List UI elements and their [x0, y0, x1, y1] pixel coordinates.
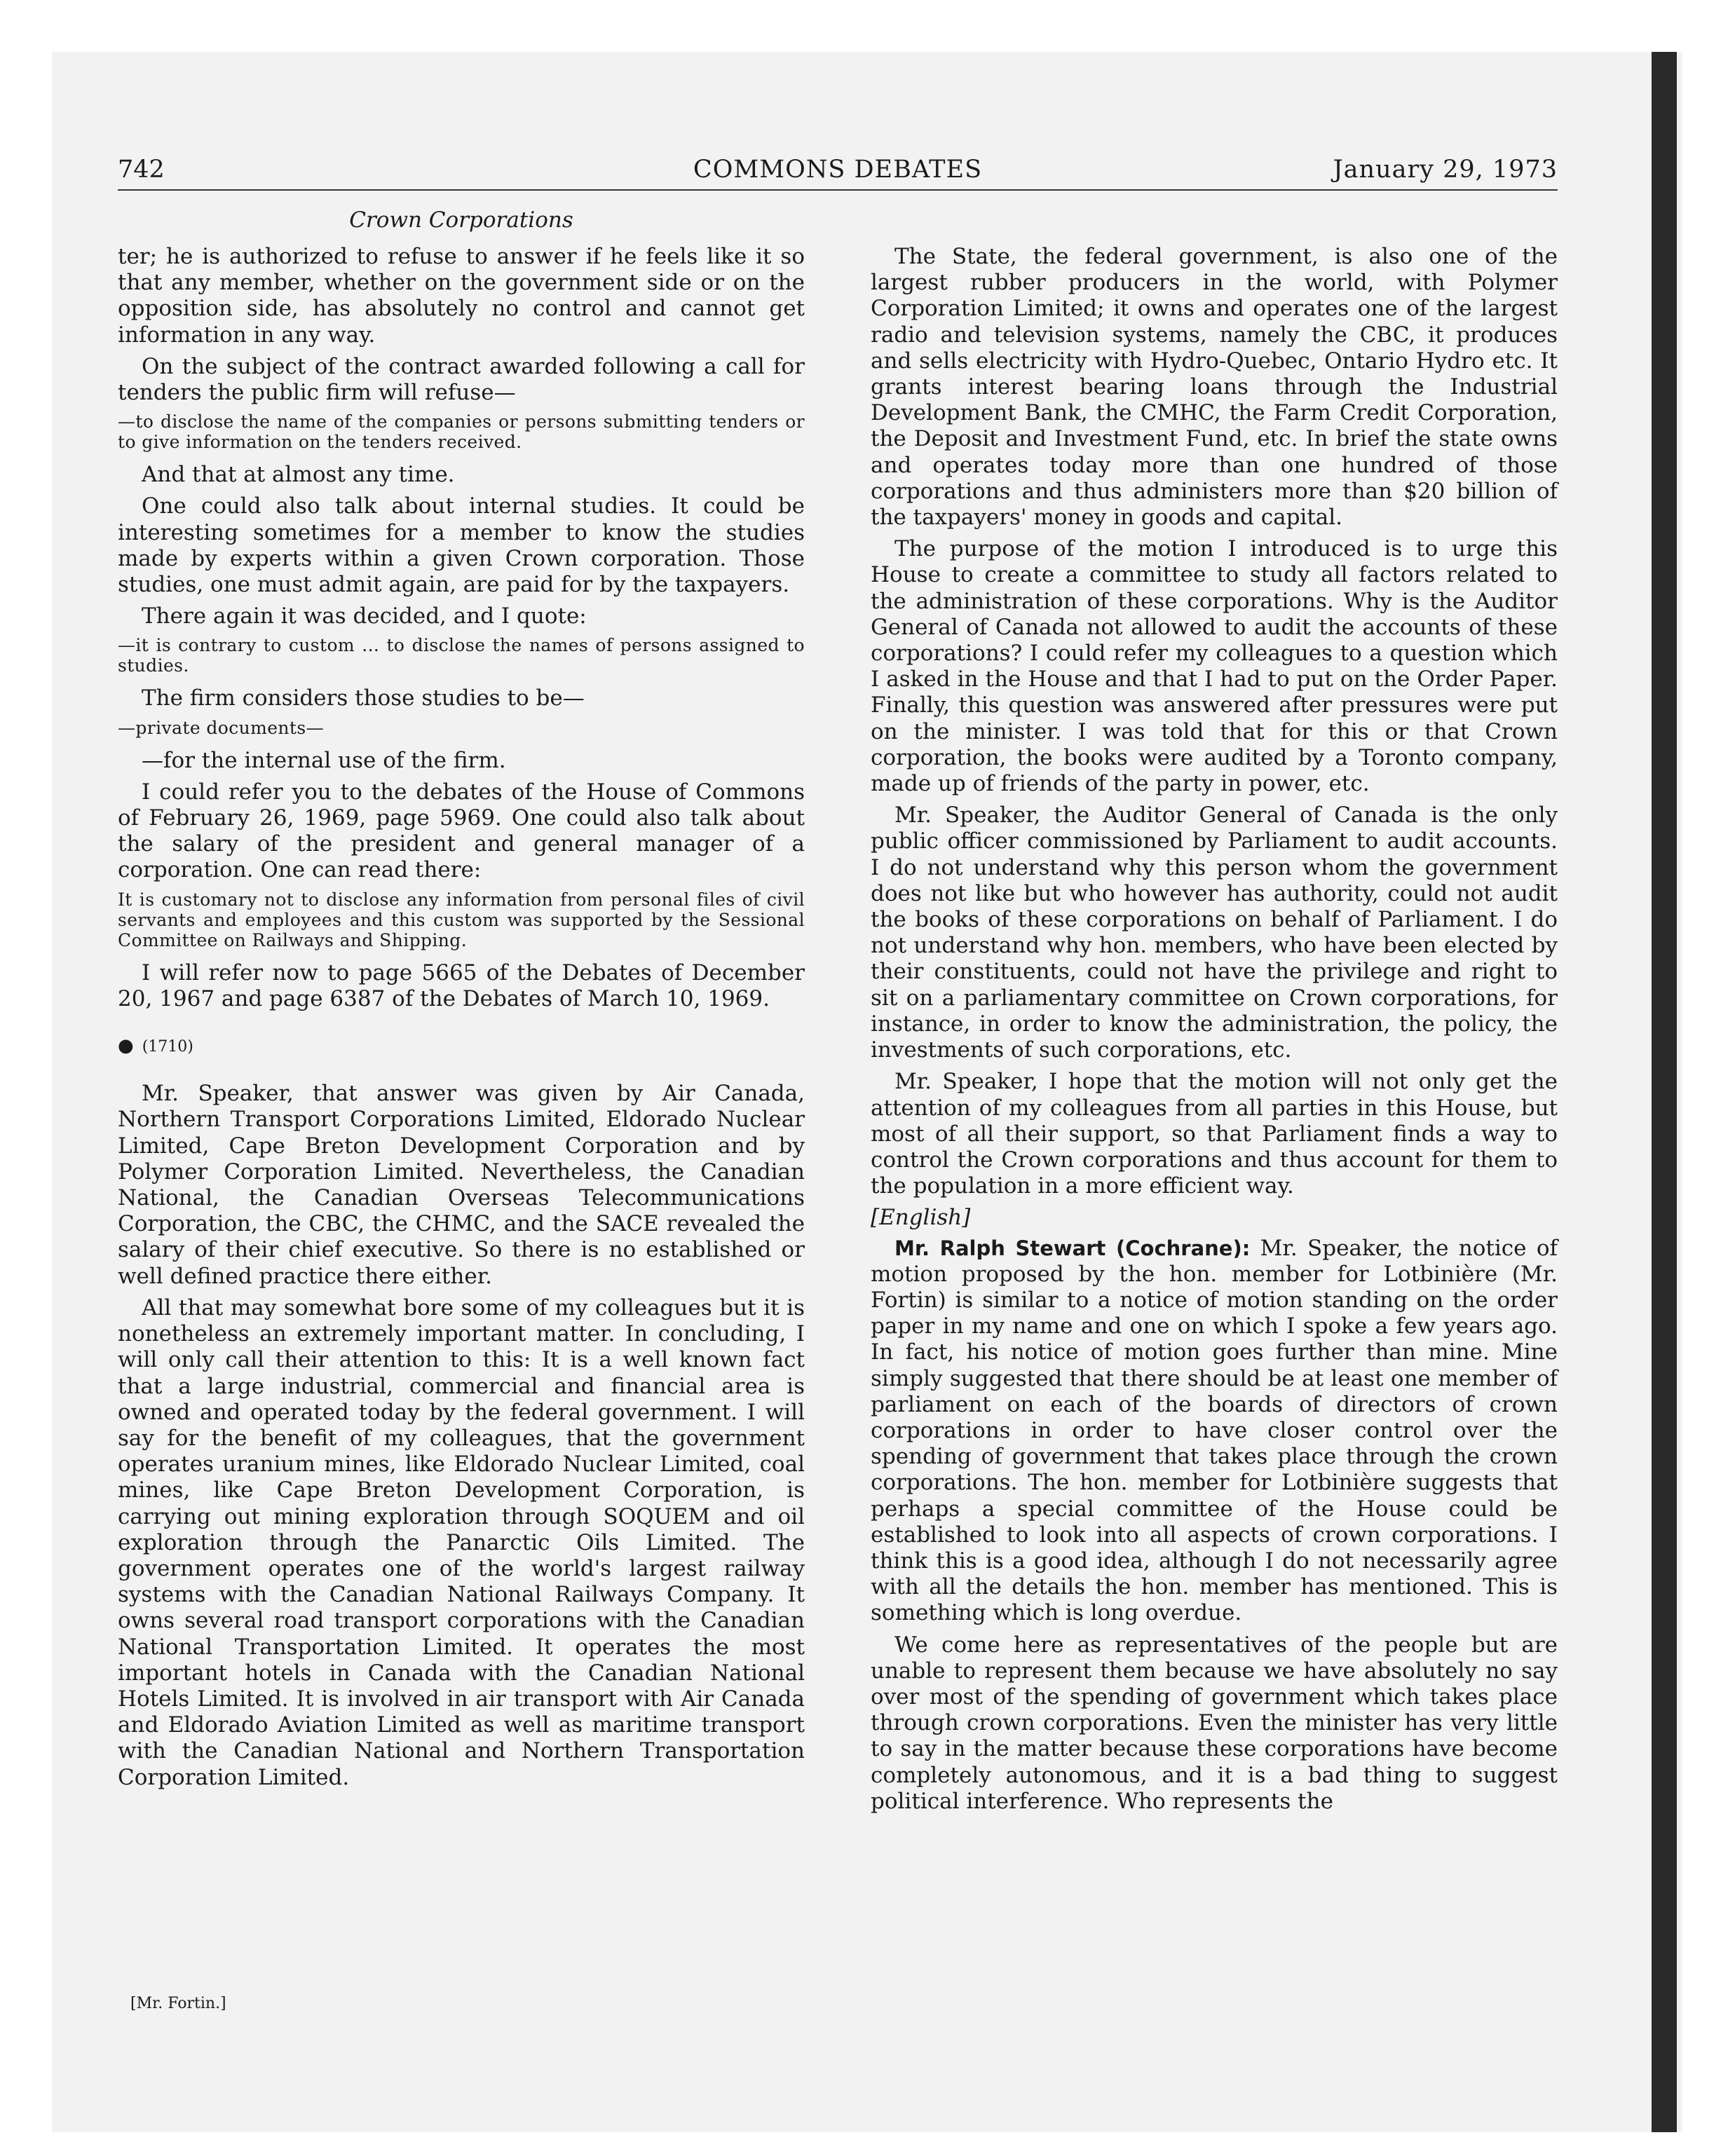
paragraph: We come here as representatives of the people but are unable to represent them because we have absolutely no say over most of the spending of government which takes place through crown corporations. Even the minister has very little to say in the matter because these corporations have become completely autonomous, and it is a bad thing to suggest political interference. Who represents the [871, 1632, 1558, 1814]
page-header [118, 156, 1558, 191]
paragraph: There again it was decided, and I quote: [142, 603, 587, 629]
time-marker [118, 1033, 805, 1060]
right-column [871, 244, 1558, 1820]
page-number: 742 [118, 156, 165, 184]
scan-edge-shadow [1652, 52, 1677, 2132]
left-column [118, 244, 805, 1796]
speaker-footer-note: [Mr. Fortin.] [130, 1995, 226, 2012]
speaker-name: Mr. Ralph Stewart (Cochrane): [894, 1236, 1251, 1260]
paragraph: Mr. Speaker, that answer was given by Air Canada, Northern Transport Corporations Limited, Eldorado Nuclear Limited, Cape Breton Development Corporation and by Polymer Corporation Limited. Nevertheless, the Canadian National, the Canadian Overseas Telecommunications Corporation, the CBC, the CHMC, and the SACE revealed the salary of their chief executive. So there is no established or well defined practice there either. [118, 1081, 805, 1289]
speaker-paragraph [871, 1236, 1558, 1627]
paragraph: Mr. Speaker, I hope that the motion will not only get the attention of my colleagues from all parties in this House, but most of all their support, so that Parliament finds a way to control the Crown corporations and thus account for them to the population in a more efficient way. [871, 1069, 1558, 1199]
paragraph: I will refer now to page 5665 of the Debates of December 20, 1967 and page 6387 of the Debates of March 10, 1969. [118, 960, 805, 1011]
publication-title: COMMONS DEBATES [693, 156, 983, 184]
paragraph: And that at almost any time. [142, 462, 455, 488]
time-marker-text: (1710) [142, 1038, 193, 1056]
paragraph: All that may somewhat bore some of my colleagues but it is nonetheless an extremely important matter. In concluding, I will only call their attention to this: It is a well known fact that a large industrial, commercial and financial area is owned and operated today by the federal government. I will say for the benefit of my colleagues, that the government operates uranium mines, like Eldorado Nuclear Limited, coal mines, like Cape Breton Development Corporation, is carrying out mining exploration through SOQUEM and oil exploration through the Panarctic Oils Limited. The government operates one of the world's largest railway systems with the Canadian National Railways Company. It owns several road transport corporations with the Canadian National Transportation Limited. It operates the most important hotels in Canada with the Canadian National Hotels Limited. It is involved in air transport with Air Canada and Eldorado Aviation Limited as well as maritime transport with the Canadian National and Northern Transportation Corporation Limited. [118, 1295, 805, 1790]
block-quote: —to disclose the name of the companies or persons submitting tenders or to give information on the tenders received. [118, 411, 805, 453]
block-quote: —private documents— [118, 717, 325, 738]
paragraph: I could refer you to the debates of the House of Commons of February 26, 1969, page 5969. One could also talk about the salary of the president and general manager of a corporation. One can read there: [118, 779, 805, 883]
paragraph: ter; he is authorized to refuse to answer if he feels like it so that any member, whether on the government side or on the opposition side, has absolutely no control and cannot get information in any way. [118, 244, 805, 348]
paragraph: —for the internal use of the firm. [142, 747, 506, 773]
language-tag: [English] [871, 1205, 971, 1231]
paragraph: Mr. Speaker, the Auditor General of Canada is the only public officer commissioned by Parliament to audit accounts. I do not understand why this person whom the government does not like but who however has authority, could not audit the books of these corporations on behalf of Parliament. I do not understand why hon. members, who have been elected by their constituents, could not have the privilege and right to sit on a parliamentary committee on Crown corporations, for instance, in order to know the administration, the policy, the investments of such corporations, etc. [871, 803, 1558, 1063]
speaker-text: Mr. Speaker, the notice of motion proposed by the hon. member for Lotbinière (Mr. Fortin) is similar to a notice of motion standing on the order paper in my name and one on which I spoke a few years ago. In fact, his notice of motion goes further than mine. Mine simply suggested that there should be at least one member of parliament on each of the boards of directors of crown corporations in order to have closer control over the spending of government that takes place through the crown corporations. The hon. member for Lotbinière suggests that perhaps a special committee of the House could be established to look into all aspects of crown corporations. I think this is a good idea, although I do not necessarily agree with all the details the hon. member has mentioned. This is something which is long overdue. [871, 1235, 1558, 1626]
paragraph: One could also talk about internal studies. It could be interesting sometimes for a member to know the studies made by experts within a given Crown corporation. Those studies, one must admit again, are paid for by the taxpayers. [118, 493, 805, 598]
section-title: Crown Corporations [349, 207, 573, 233]
paragraph: The State, the federal government, is also one of the largest rubber producers in the world, with Polymer Corporation Limited; it owns and operates one of the largest radio and television systems, namely the CBC, it produces and sells electricity with Hydro-Quebec, Ontario Hydro etc. It grants interest bearing loans through the Industrial Development Bank, the CMHC, the Farm Credit Corporation, the Deposit and Investment Fund, etc. In brief the state owns and operates today more than one hundred of those corporations and thus administers more than $20 billion of the taxpayers' money in goods and capital. [871, 244, 1558, 531]
block-quote: —it is contrary to custom ... to disclose the names of persons assigned to studies. [118, 635, 805, 676]
publication-date: January 29, 1973 [1333, 156, 1558, 184]
paragraph: On the subject of the contract awarded following a call for tenders the public firm will refuse— [118, 353, 805, 406]
bullet-icon: ● [118, 1035, 134, 1057]
paragraph: The purpose of the motion I introduced is to urge this House to create a committee to study all factors related to the administration of these corporations. Why is the Auditor General of Canada not allowed to audit the accounts of these corporations? I could refer my colleagues to a question which I asked in the House and that I had to put on the Order Paper. Finally, this question was answered after pressures were put on the minister. I was told that for this or that Crown corporation, the books were audited by a Toronto company, made up of friends of the party in power, etc. [871, 536, 1558, 797]
block-quote: It is customary not to disclose any information from personal files of civil servants and employees and this custom was supported by the Sessional Committee on Railways and Shipping. [118, 889, 805, 950]
paragraph: The firm considers those studies to be— [142, 685, 585, 711]
